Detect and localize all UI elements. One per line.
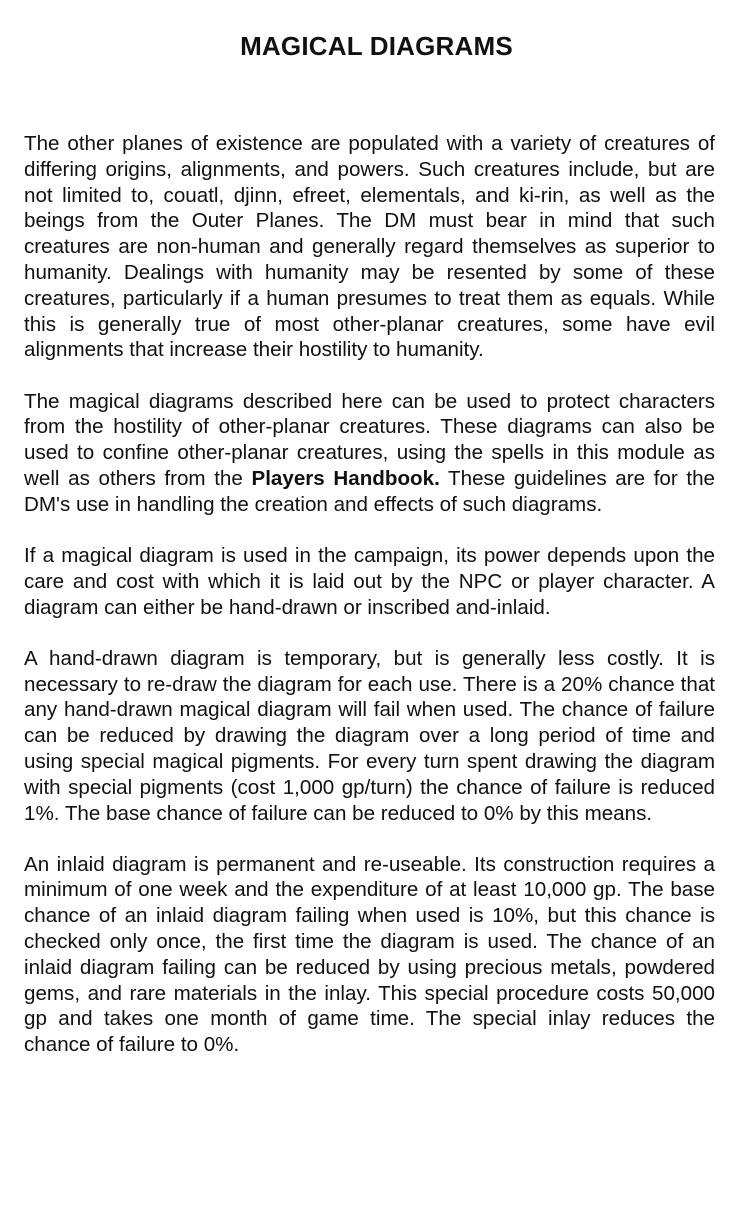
paragraph-diagram-power: If a magical diagram is used in the campaign, its power depends upon the care and cost with which it is laid out by the NPC or player character. A diagram can either be hand-drawn or inscribed and-inlaid. [24, 543, 715, 619]
paragraph-text-before: The magical diagrams described here can be used to protect characters from the hostility of other-planar creatures. These diagrams can also be used to confine other-planar creatures, using the spells in this module as well as others from the [24, 389, 715, 490]
page-title: MAGICAL DIAGRAMS [240, 31, 513, 61]
paragraph-text-after: These guidelines are for the DM's use in handling the creation and effects of such diagrams. [24, 466, 716, 516]
book-title-players-handbook: Players Handbook. [251, 466, 440, 490]
paragraph-protective-diagrams [24, 389, 715, 518]
document-body [24, 131, 715, 1058]
paragraph-inlaid-diagram: An inlaid diagram is permanent and re-useable. Its construction requires a minimum of one week and the expenditure of at least 10,000 gp. The base chance of an inlaid diagram failing when used is 10%, but this chance is checked only once, the first time the diagram is used. The chance of an inlaid diagram failing can be reduced by using precious metals, powdered gems, and rare materials in the inlay. This special procedure costs 50,000 gp and takes one month of game time. The special inlay reduces the chance of failure to 0%. [24, 852, 715, 1057]
paragraph-other-planes: The other planes of existence are populated with a variety of creatures of differing origins, alignments, and powers. Such creatures include, but are not limited to, couatl, djinn, efreet, elementals, and ki-rin, as well as the beings from the Outer Planes. The DM must bear in mind that such creatures are non-human and generally regard themselves as superior to humanity. Dealings with humanity may be resented by some of these creatures, particularly if a human presumes to treat them as equals. While this is generally true of most other-planar creatures, some have evil alignments that increase their hostility to humanity. [24, 132, 715, 362]
paragraph-hand-drawn-diagram: A hand-drawn diagram is temporary, but is generally less costly. It is necessary to re-draw the diagram for each use. There is a 20% chance that any hand-drawn magical diagram will fail when used. The chance of failure can be reduced by drawing the diagram over a long period of time and using special magical pigments. For every turn spent drawing the diagram with special pigments (cost 1,000 gp/turn) the chance of failure is reduced 1%. The base chance of failure can be reduced to 0% by this means. [24, 646, 715, 825]
